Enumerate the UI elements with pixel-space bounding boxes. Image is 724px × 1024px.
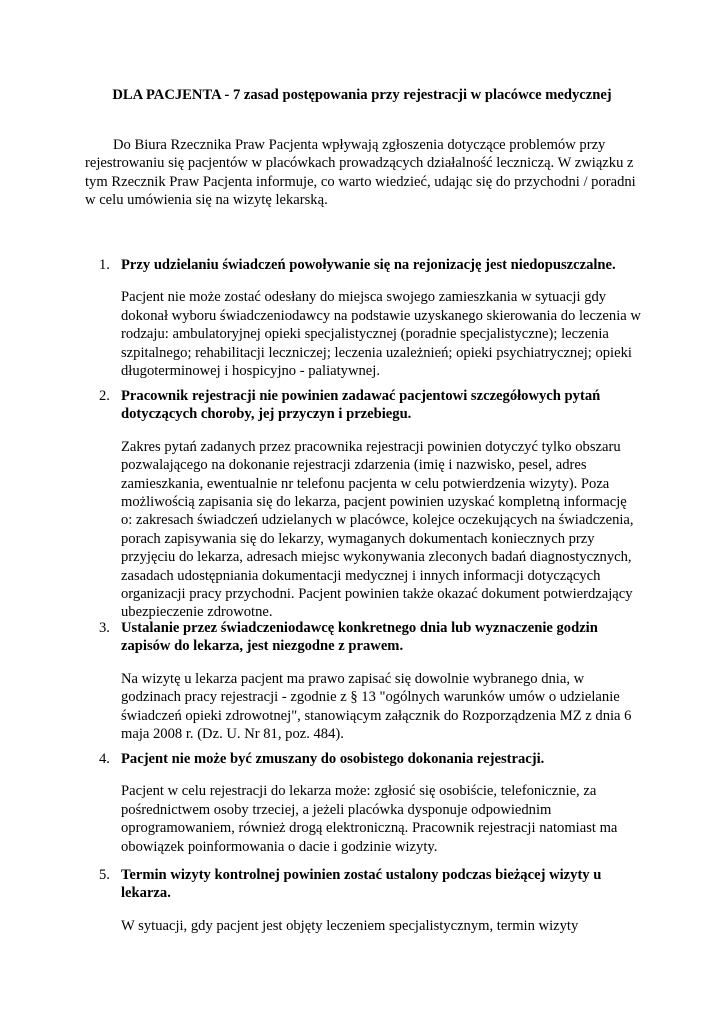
rule-item-5: [85, 866, 655, 935]
rule-heading: Pacjent nie może być zmuszany do osobistego dokonania rejestracji.: [121, 751, 545, 767]
rule-body: Pacjent nie może zostać odesłany do miejsca swojego zamieszkania w sytuacji gdy dokonał wyboru świadczeniodawcy na podstawie uzyskanego skierowania do leczenia w rodzaju: ambulatoryjnej opieki specjalistycznej (poradnie specjalistyczne); leczenia szpitalnego; rehabilitacji leczniczej; leczenia uzależnień; opieki psychiatrycznej; opieki długoterminowej i hospicyjno - paliatywnej.: [121, 289, 641, 380]
rule-number: 3.: [99, 620, 110, 636]
rule-heading: Przy udzielaniu świadczeń powoływanie się na rejonizację jest niedopuszczalne.: [121, 257, 616, 273]
rule-number: 4.: [99, 751, 110, 767]
rule-heading: Ustalanie przez świadczeniodawcę konkretnego dnia lub wyznaczenie godzin zapisów do lekarza, jest niezgodne z prawem.: [121, 620, 598, 655]
rule-number: 5.: [99, 867, 110, 883]
rule-body: Pacjent w celu rejestracji do lekarza może: zgłosić się osobiście, telefonicznie, za pośrednictwem osoby trzeciej, a jeżeli placówka dysponuje odpowiednim oprogramowaniem, również drogą elektroniczną. Pracownik rejestracji natomiast ma obowiązek poinformowania o dacie i godzinie wizyty.: [121, 783, 618, 855]
rule-item-4: [85, 750, 655, 856]
document-title: DLA PACJENTA - 7 zasad postępowania przy rejestracji w placówce medycznej: [112, 87, 612, 103]
intro-paragraph: Do Biura Rzecznika Praw Pacjenta wpływają zgłoszenia dotyczące problemów przy rejestrowaniu się pacjentów w placówkach prowadzących działalność leczniczą. W związku z tym Rzecznik Praw Pacjenta informuje, co warto wiedzieć, udając się do przychodni / poradni w celu umówienia się na wizytę lekarską.: [85, 137, 636, 209]
rule-item-3: [85, 619, 655, 743]
rule-heading: Pracownik rejestracji nie powinien zadawać pacjentowi szczegółowych pytań dotyczących choroby, jej przyczyn i przebiegu.: [121, 388, 601, 423]
rule-number: 1.: [99, 257, 110, 273]
rule-body: W sytuacji, gdy pacjent jest objęty leczeniem specjalistycznym, termin wizyty: [121, 917, 579, 934]
rule-item-1: [85, 256, 655, 380]
rule-body: Zakres pytań zadanych przez pracownika rejestracji powinien dotyczyć tylko obszaru pozwalającego na dokonanie rejestracji zdarzenia (imię i nazwisko, pesel, adres zamieszkania, ewentualnie nr telefonu pacjenta w celu potwierdzenia wizyty). Poza możliwością zapisania się do lekarza, pacjent powinien uzyskać kompletną informację o: zakresach świadczeń udzielanych w placówce, kolejce oczekujących na świadczenia, porach zapisywania się do lekarzy, wymaganych dokumentach koniecznych przy przyjęciu do lekarza, adresach miejsc wykonywania zleconych badań diagnostycznych, zasadach udostępniania dokumentacji medycznej i innych informacji dotyczących organizacji pracy przychodni. Pacjent powinien także okazać dokument potwierdzający ubezpieczenie zdrowotne.: [121, 438, 634, 621]
rule-number: 2.: [99, 388, 110, 404]
rule-heading: Termin wizyty kontrolnej powinien zostać ustalony podczas bieżącej wizyty u lekarza.: [121, 867, 602, 902]
rule-body: Na wizytę u lekarza pacjent ma prawo zapisać się dowolnie wybranego dnia, w godzinach pracy rejestracji - zgodnie z § 13 "ogólnych warunków umów o udzielanie świadczeń opieki zdrowotnej", stanowiącym załącznik do Rozporządzenia MZ z dnia 6 maja 2008 r. (Dz. U. Nr 81, poz. 484).: [121, 670, 632, 743]
rule-item-2: [85, 387, 655, 622]
